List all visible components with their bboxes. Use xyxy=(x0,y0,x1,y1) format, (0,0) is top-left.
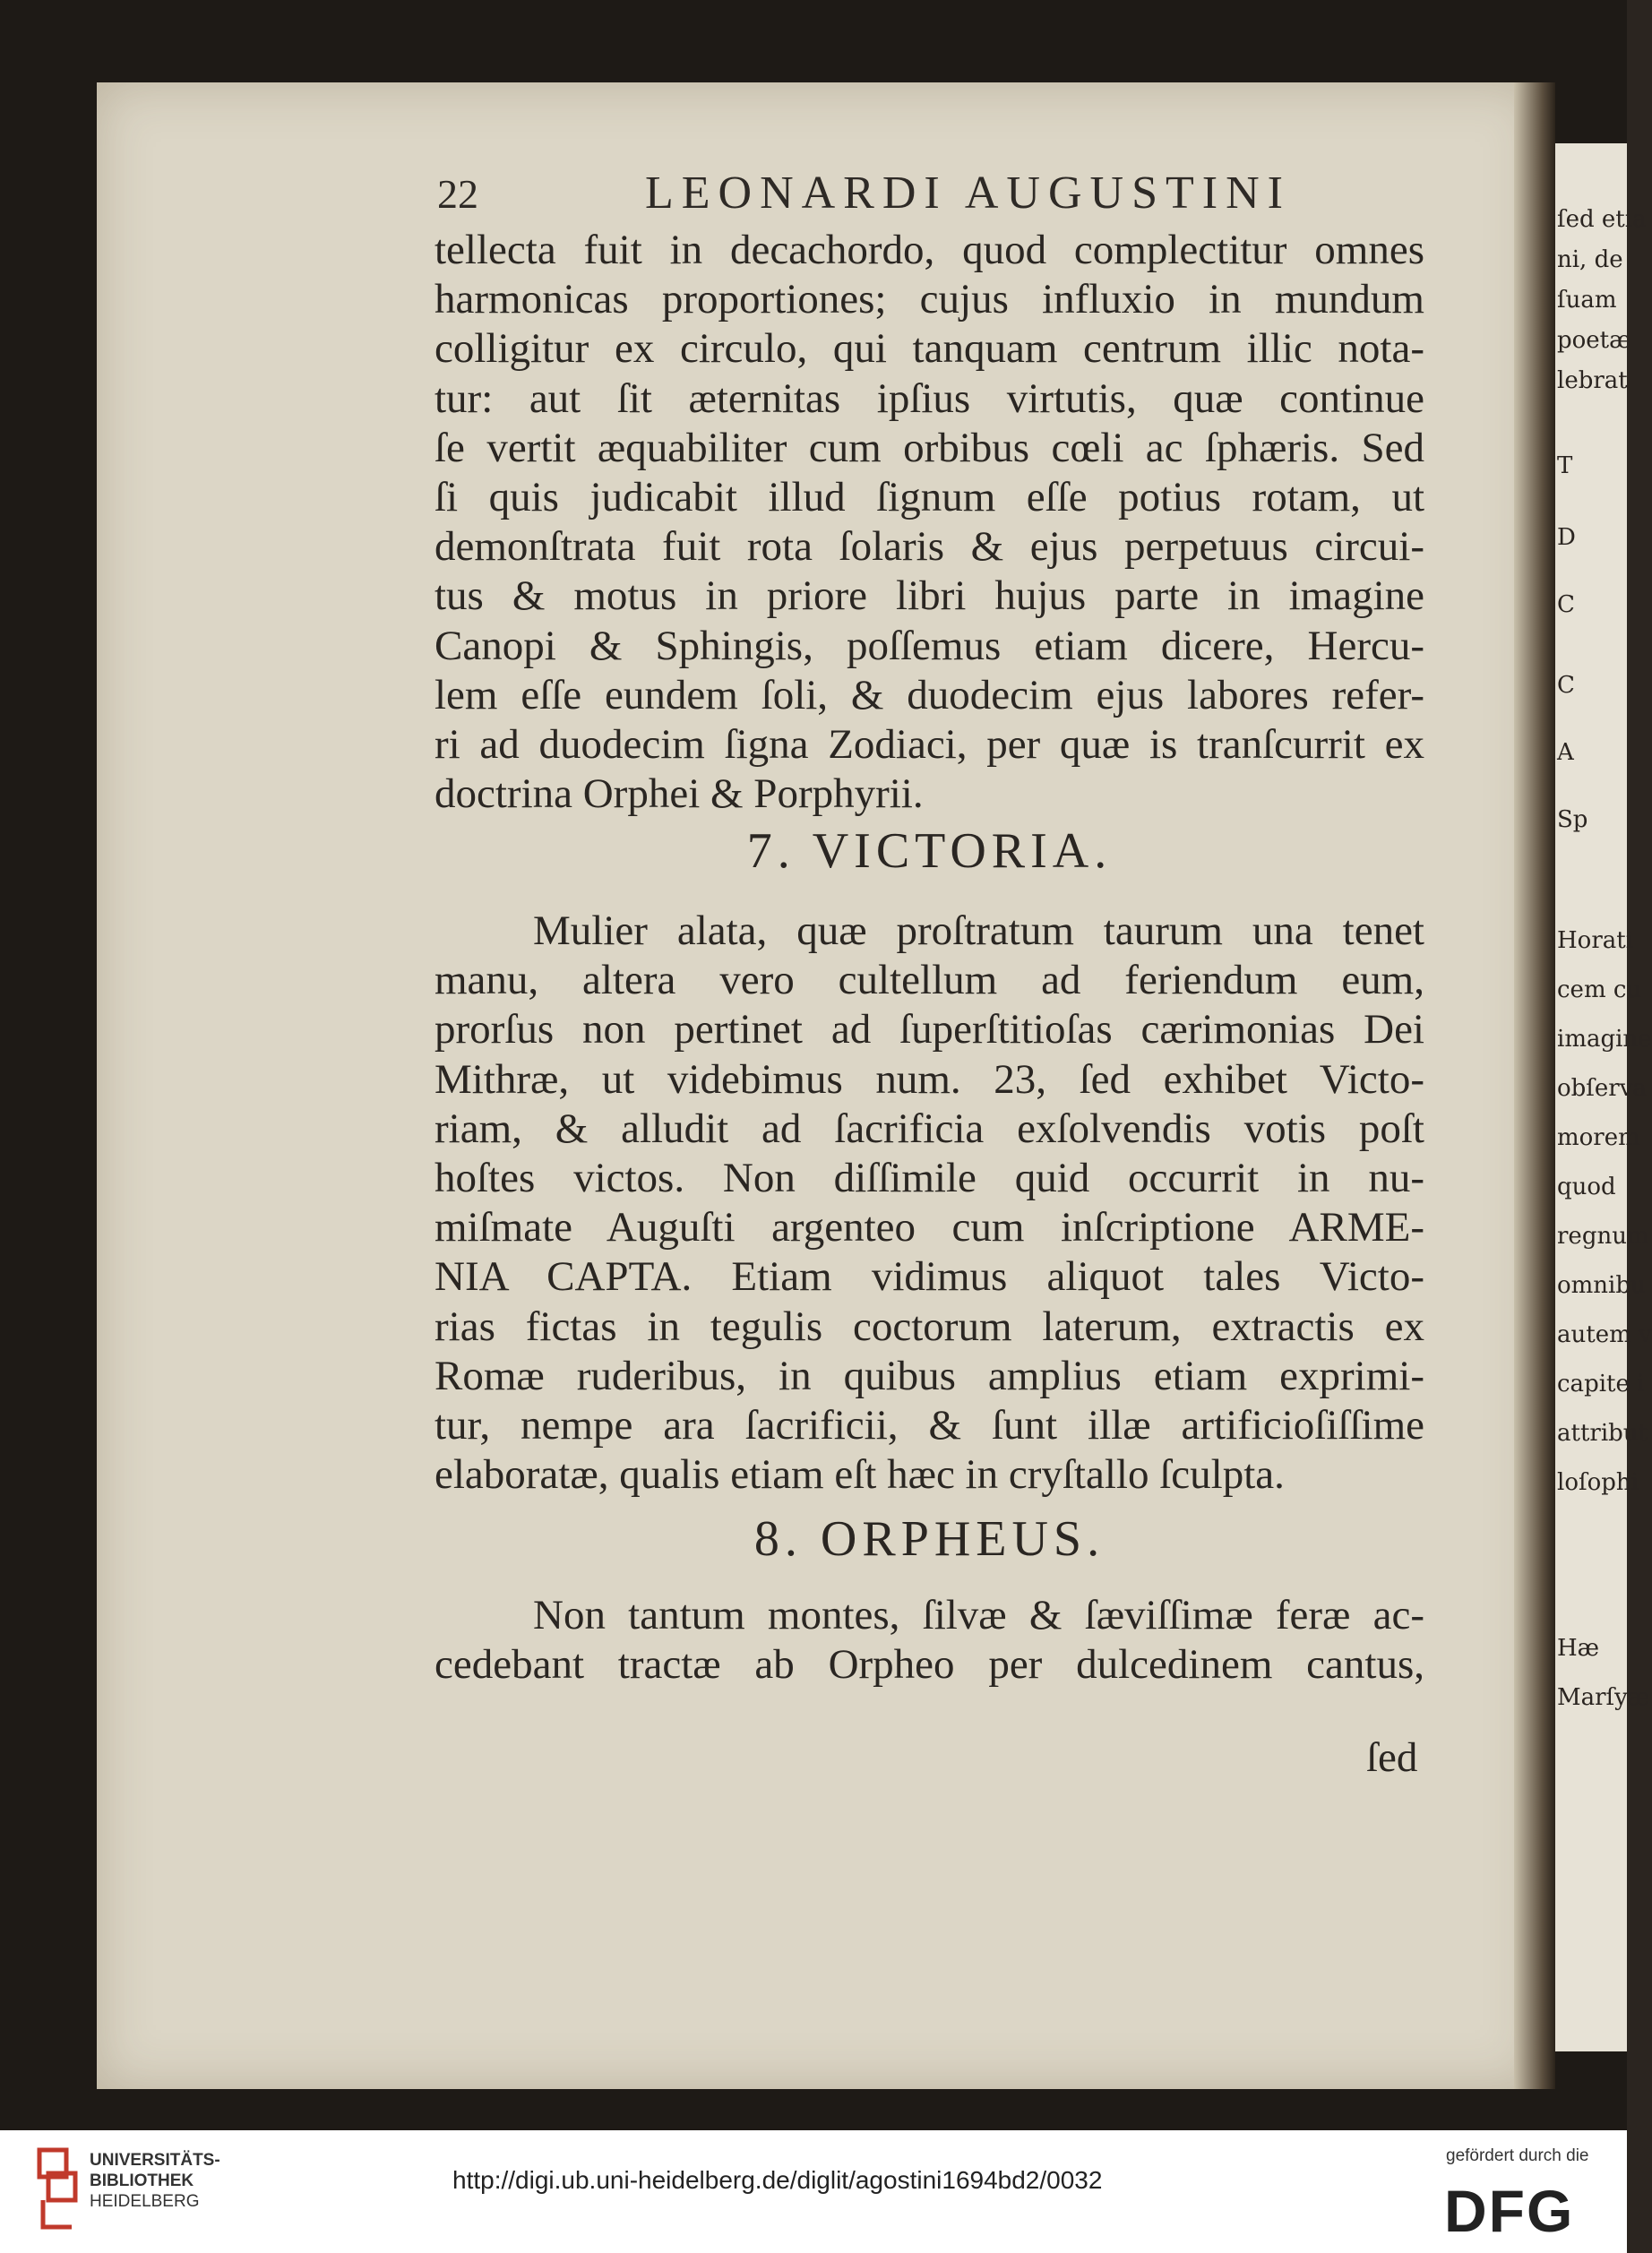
text-line: ſe vertit æquabiliter cum orbibus cœli ac ſphæris. Sed xyxy=(435,424,1424,471)
text-line: Mithræ, ut videbimus num. 23, ſed exhibet Victo- xyxy=(435,1055,1424,1103)
adjacent-page-text: ni, de xyxy=(1557,246,1623,273)
text-line: demonſtrata fuit rota ſolaris & ejus perpetuus circui- xyxy=(435,523,1424,571)
adjacent-page-text: morem xyxy=(1557,1124,1640,1151)
viewer-footer xyxy=(0,2130,1627,2253)
running-head: LEONARDI AUGUSTINI xyxy=(645,168,1291,219)
text-line: Non tantum montes, ſilvæ & ſæviſſimæ feræ ac- xyxy=(533,1592,1424,1638)
funding-note: gefördert durch die xyxy=(1446,2146,1589,2165)
text-line: tus & motus in priore libri hujus parte in imagine xyxy=(435,572,1424,620)
text-line: lem eſſe eundem ſoli, & duodecim ejus labores refer- xyxy=(435,671,1424,718)
text-line: Canopi & Sphingis, poſſemus etiam dicere, Hercu- xyxy=(435,622,1424,669)
adjacent-page-text: capite i xyxy=(1557,1371,1645,1397)
text-line: miſmate Auguſti argenteo cum inſcriptione ARME- xyxy=(435,1204,1424,1251)
adjacent-page-text: poetæ xyxy=(1557,327,1631,354)
library-name-line: UNIVERSITÄTS- xyxy=(90,2151,220,2170)
adjacent-page-text: C xyxy=(1557,591,1575,618)
adjacent-page-text: A xyxy=(1557,739,1574,766)
adjacent-page-text: regnum xyxy=(1557,1223,1649,1250)
adjacent-page-text: Sp xyxy=(1557,806,1588,833)
text-line: riam, & alludit ad ſacrificia exſolvendis votis poſt xyxy=(435,1105,1424,1152)
text-line: colligitur ex circulo, qui tanquam centrum illic nota- xyxy=(435,325,1424,373)
adjacent-page-text: T xyxy=(1557,452,1573,479)
paragraph-2 xyxy=(435,907,1424,1500)
paragraph-1 xyxy=(435,226,1424,819)
adjacent-page-text: imagine xyxy=(1557,1026,1652,1053)
text-line: ri ad duodecim ſigna Zodiaci, per quæ is tranſcurrit ex xyxy=(435,721,1424,769)
text-line: NIA CAPTA. Etiam vidimus aliquot tales Victo- xyxy=(435,1253,1424,1301)
text-line: rias fictas in tegulis coctorum laterum, extractis ex xyxy=(435,1303,1424,1350)
page-number: 22 xyxy=(437,171,478,217)
library-name xyxy=(90,2150,220,2212)
adjacent-page-text: lebrat xyxy=(1557,367,1628,394)
adjacent-page-text: D xyxy=(1557,524,1576,551)
adjacent-page-text: quod xyxy=(1557,1174,1616,1200)
text-line: prorſus non pertinet ad ſuperſtitioſas cærimonias Dei xyxy=(435,1006,1424,1053)
adjacent-page-text: cem cu xyxy=(1557,976,1642,1003)
text-line: ſi quis judicabit illud ſignum eſſe potius rotam, ut xyxy=(435,474,1424,521)
adjacent-page-strip xyxy=(1555,143,1652,2051)
text-line: doctrina Orphei & Porphyrii. xyxy=(435,770,924,818)
book-gutter xyxy=(1514,82,1555,2089)
library-logo-icon xyxy=(36,2146,82,2232)
section-heading-8: 8. ORPHEUS. xyxy=(753,1511,1106,1567)
permalink-url[interactable]: http://digi.ub.uni-heidelberg.de/diglit/agostini1694bd2/0032 xyxy=(452,2166,1103,2194)
library-name-line: BIBLIOTHEK xyxy=(90,2171,194,2190)
adjacent-page-text: C xyxy=(1557,672,1575,699)
text-line: harmonicas proportiones; cujus influxio in mundum xyxy=(435,276,1424,323)
adjacent-page-text: Hæ xyxy=(1557,1635,1600,1662)
text-line: Romæ ruderibus, in quibus amplius etiam exprimi- xyxy=(435,1352,1424,1399)
library-name-line: HEIDELBERG xyxy=(90,2192,200,2211)
adjacent-page-text: loſophi xyxy=(1557,1469,1639,1496)
adjacent-page-text: omnibu xyxy=(1557,1272,1646,1299)
section-heading-7: 7. VICTORIA. xyxy=(746,823,1113,879)
catchword: ſed xyxy=(1366,1734,1418,1781)
adjacent-page-text: ſed etia xyxy=(1557,206,1647,233)
text-line: tur: aut ſit æternitas ipſius virtutis, quæ continue xyxy=(435,374,1424,422)
text-line: hoſtes victos. Non diſſimile quid occurrit in nu- xyxy=(435,1155,1424,1202)
text-line: tellecta fuit in decachordo, quod complectitur omnes xyxy=(435,227,1424,273)
text-line: tur, nempe ara ſacrificii, & ſunt illæ artificioſiſſime xyxy=(435,1402,1424,1449)
adjacent-page-text: autem v xyxy=(1557,1321,1652,1348)
dfg-logo: DFG xyxy=(1444,2178,1575,2244)
text-line: cedebant tractæ ab Orpheo per dulcedinem cantus, xyxy=(435,1641,1424,1689)
adjacent-page-text: Marſyæ xyxy=(1557,1684,1650,1711)
adjacent-page-text: obſerva xyxy=(1557,1075,1647,1102)
paragraph-3 xyxy=(435,1591,1424,1690)
adjacent-page-text: ſuam xyxy=(1557,287,1617,314)
text-line: Mulier alata, quæ proſtratum taurum una tenet xyxy=(533,907,1424,954)
text-line: manu, altera vero cultellum ad feriendum eum, xyxy=(435,957,1424,1004)
text-line: elaboratæ, qualis etiam eſt hæc in cryſtallo ſculpta. xyxy=(435,1451,1285,1499)
adjacent-page-text: Horati xyxy=(1557,927,1634,954)
adjacent-page-text: attribut xyxy=(1557,1420,1648,1447)
